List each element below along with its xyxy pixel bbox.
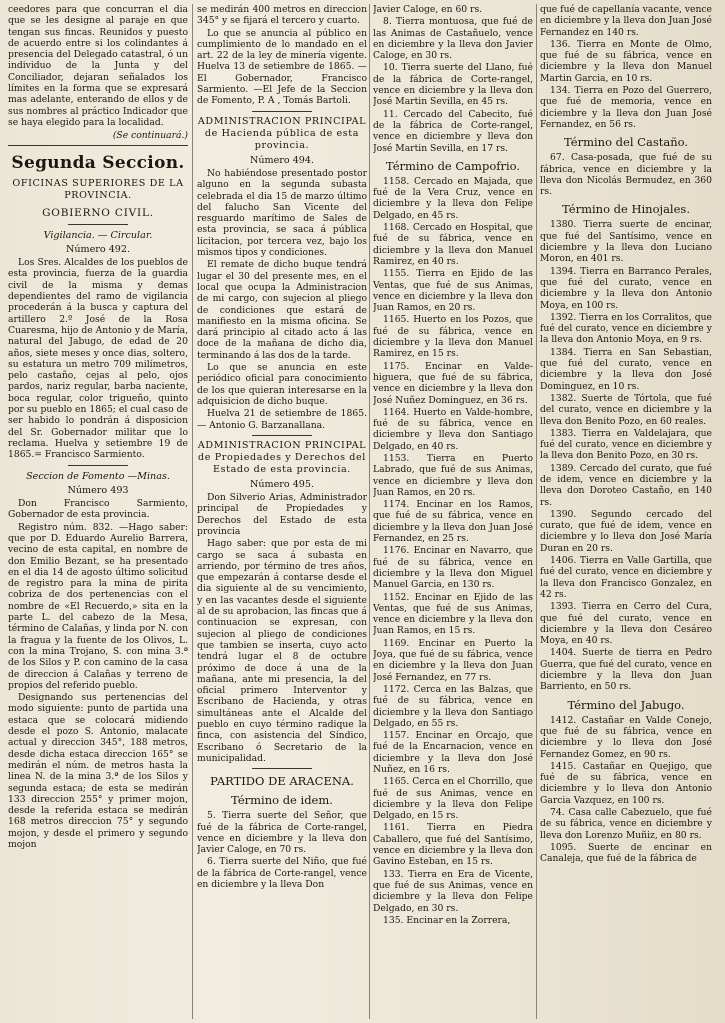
paragraph: 1415. Castañar en Quejigo, que fué de su fábrica, vence en diciembre y lo lleva don Antonio Garcia Vazquez, en 100 rs. [540, 760, 712, 806]
paragraph: Designando sus pertenencias del modo siguiente: punto de partida una estaca que se colocará midiendo desde el pozo S. Antonio, malacate actual y direccion 345°, 188 metros, desde dicha estaca direccion 165° se medirán el núm. de metros hasta la linea N. de la mina 3.ª de los Silos y segunda estaca; de esta se medirán 133 direccion 255° y primer mojon, desde la referida estaca se medirán 168 metros direccion 75° y segundo mojon, y desde el primero y segundo mojon [8, 692, 188, 850]
paragraph: 1172. Cerca en las Balzas, que fué de su fábrica, vence en diciembre y la lleva don Santiago Delgado, en 55 rs. [373, 683, 533, 729]
paragraph: 1165. Huerto en los Pozos, que fué de su fábrica, vence en diciembre y la lleva don Manuel Ramirez, en 15 rs. [373, 314, 533, 360]
paragraph: Hago saber: que por esta de mi cargo se saca á subasta en arriendo, por término de tres años, que empezarán á contarse desde el dia siguiente al de su vencimiento, y en las vacantes desde el siguiente al de su aprobacion, las fincas que á continuacion se expresan, con sujecion al pliego de condiciones que tambien se inserta, cuyo acto tendrá lugar el 8 de octubre próximo de doce á una de la mañana, ante mi presencia, la del oficial primero Interventor y Escribano de Hacienda, y otras simultáneas ante el Alcalde del pueblo en cuyo término radique la finca, con asistencia del Síndico, Escribano ó Secretario de la municipalidad. [197, 538, 367, 764]
notice-number: Número 495. [249, 478, 315, 490]
paragraph: ceedores para que concurran el dia que se les designe al paraje en que tengan sus fincas. Reunidos y puesto de acuerdo entre si los colindantes á presencia del Delegado catastral, ó un individuo de la Junta y del Conciliador, dejaran señalados los límites en la forma que se expresará mas adelante, enterando de ellos y de sus nombres al práctico Indicador que se haya elegido para la localidad. [8, 4, 188, 128]
paragraph: 1394. Tierra en Barranco Perales, que fué del curato, vence en diciembre y la lleva don Antonio Moya, en 100 rs. [540, 265, 712, 311]
divider [252, 111, 312, 112]
divider [8, 145, 188, 146]
paragraph: 1406. Tierra en Valle Gartilla, que fué del curato, vence en diciembre y la lleva don Francisco Gonzalez, en 42 rs. [540, 555, 712, 600]
heading-termino: Término de idem. [231, 793, 333, 808]
paragraph: Don Silverio Arias, Administrador principal de Propiedades y Derechos del Estado de esta provincia [197, 492, 367, 537]
paragraph: 1390. Segundo cercado del curato, que fué de idem, vence en diciembre y lo lleva don José María Duran en 20 rs. [540, 508, 712, 554]
paragraph: 136. Tierra en Monte de Olmo, que fué de su fábrica, vence en diciembre y la lleva don Manuel Martin Garcia, en 10 rs. [540, 38, 712, 84]
paragraph: 1165. Cerca en el Chorrillo, que fué de sus Animas, vence en diciembre y la lleva don Felipe Delgado, en 15 rs. [373, 776, 533, 822]
paragraph: 1404. Suerte de tierra en Pedro Guerra, que fué del curato, vence en diciembre y la lleva don Juan Barriento, en 50 rs. [540, 647, 712, 693]
heading-termino: Término del Castaño. [564, 135, 688, 150]
paragraph: 1392. Tierra en los Corralitos, que fué del curato, vence en diciembre y la lleva don Antonio Moya, en 9 rs. [540, 311, 712, 346]
paragraph: que fué de capellanía vacante, vence en diciembre y la lleva don Juan José Fernandez en 140 rs. [540, 4, 712, 38]
heading-termino: Término del Jabugo. [567, 697, 685, 712]
column-4 [540, 4, 712, 1019]
paragraph: Don Francisco Sarmiento, Gobernador de esta provincia. [8, 498, 188, 521]
paragraph: 74. Casa calle Cabezuelo, que fué de su fábrica, vence en diciembre y lleva don Lorenzo Muñiz, en 80 rs. [540, 807, 712, 841]
paragraph: Los Sres. Alcaldes de los pueblos de esta provincia, fuerza de la guardia civil de la misma y demas dependientes del ramo de vigilancia procederán á la busca y captura del artillero 2.º José de la Rosa Cuaresma, hijo de Antonio y de María, natural del Jabugo, de edad de 20 años, siete meses y once dias, soltero, su estatura un metro 709 milímetros, pelo castaño, cejas al pelo, ojos pardos, nariz regular, barba naciente, boca regular, color trigueño, quinto por su pueblo en 1865; el cual caso de ser habido lo pondrán á disposicion del Sr. Gobernador militar que lo reclama. Huelva y setiembre 19 de 1865.= Francisco Sarmiento. [8, 257, 188, 461]
paragraph: 1095. Suerte de encinar en Canaleja, que fué de la fábrica de [540, 841, 712, 865]
column-3 [373, 4, 533, 1019]
heading-termino: Término de Hinojales. [562, 202, 690, 217]
column-rule [369, 4, 370, 1019]
heading-termino: Término de Campofrio. [385, 158, 521, 173]
section-subtitle: OFICINAS SUPERIORES DE LA PROVINCIA. [12, 177, 184, 201]
notice-number: Número 493 [67, 484, 129, 496]
paragraph: 1174. Encinar en los Ramos, que fué de su fábrica, vence en diciembre y la lleva don Juan José Fernandez, en 25 rs. [373, 499, 533, 545]
notice-number: Número 492. [65, 243, 131, 255]
paragraph: 1393. Tierra en Cerro del Cura, que fué del curato, vence en diciembre y la lleva don Cesáreo Moya, en 40 rs. [540, 601, 712, 647]
paragraph: 134. Tierra en Pozo del Guerrero, que fué de memoria, vence en diciembre y la lleva don Juan José Fernandez, en 56 rs. [540, 85, 712, 130]
paragraph: Javier Caloge, en 60 rs. [373, 4, 483, 15]
paragraph: 1412. Castañar en Valde Conejo, que fué de su fábrica, vence en diciembre y lo lleva don José Fernandez Gomez, en 90 rs. [540, 714, 712, 760]
paragraph: 6. Tierra suerte del Niño, que fué de la fábrica de Corte-rangel, vence en diciembre y la lleva Don [197, 856, 367, 890]
heading-admin-hacienda: ADMINISTRACION PRINCIPAL de Hacienda pública de esta provincia. [197, 115, 367, 151]
divider [252, 768, 312, 769]
paragraph: 1157. Encinar en Orcajo, que fué de la Encarnacion, vence en diciembre y la lleva don José Nuñez, en 16 rs. [373, 730, 533, 775]
paragraph: 1152. Encinar en Ejido de las Ventas, que fué de sus Animas, vence en diciembre y la lleva don Juan Ramos, en 15 rs. [373, 591, 533, 637]
paragraph: 1169. Encinar en Puerto la Joya, que fué de su fábrica, vence en diciembre y la lleva don Juan José Fernandez, en 77 rs. [373, 637, 533, 683]
paragraph: 1175. Encinar en Valde-higuera, que fué de su fábrica, vence en diciembre y la lleva don José Nuñez Dominguez, en 36 rs. [373, 360, 533, 406]
divider [252, 435, 312, 436]
heading-vigilancia: Vigilancia. — Circular. [43, 229, 153, 241]
paragraph: No habiéndose presentado postor alguno en la segunda subasta celebrada el dia 15 de marzo último del falucho San Vicente del resguardo marítimo de Sales de esta provincia, se saca á pública licitacion, por tercera vez, bajo los mismos tipos y condiciones. [197, 167, 367, 259]
paragraph: 1176. Encinar en Navarro, que fué de su fábrica, vence en diciembre y la lleva don Miguel Manuel Garcia, en 130 rs. [373, 545, 533, 591]
paragraph: 1161. Tierra en Piedra Caballero, que fué del Santísimo, vence en diciembre y la lleva don Gavino Esteban, en 15 rs. [373, 822, 533, 868]
continued-note: (Se continuará.) [112, 130, 188, 142]
paragraph: se medirán 400 metros en direccion 345° y se fijará el tercero y cuarto. [197, 4, 367, 27]
column-2 [197, 4, 367, 1019]
divider [68, 465, 128, 466]
paragraph: 1384. Tierra en San Sebastian, que fué del curato, vence en diciembre y la lleva don José Dominguez, en 10 rs. [540, 346, 712, 392]
paragraph: 5. Tierra suerte del Señor, que fué de la fábrica de Corte-rangel, vence en diciembre y la lleva don Javier Caloge, en 70 rs. [197, 810, 367, 856]
column-rule [536, 4, 537, 1019]
heading-partido: PARTIDO DE ARACENA. [210, 774, 354, 789]
paragraph: 1164. Huerto en Valde-hombre, fué de su fábrica, vence en diciembre y lleva don Santiago Delgado, en 40 rs. [373, 406, 533, 452]
paragraph: 1380. Tierra suerte de encinar, que fué del Santísimo, vence en diciembre y la lleva don Luciano Moron, en 401 rs. [540, 219, 712, 265]
paragraph: El remate de dicho buque tendrá lugar el 30 del presente mes, en el local que ocupa la Administracion de mi cargo, con sujecion al pliego de condiciones que estará de manifiesto en la misma oficina. Se dará principio al citado acto á las doce de la mañana de dicho dia, terminando á las dos de la tarde. [197, 259, 367, 361]
paragraph: Huelva 21 de setiembre de 1865. — Antonio G. Barzanallana. [197, 408, 367, 431]
paragraph: 1155. Tierra en Ejido de las Ventas, que fué de sus Animas, vence en diciembre y la lleva don Juan Ramos, en 20 rs. [373, 268, 533, 314]
paragraph: 1383. Tierra en Valdelajara, que fué del curato, vence en diciembre y la lleva don Benito Pozo, en 30 rs. [540, 427, 712, 462]
paragraph: 1158. Cercado en Majada, que fué de la Vera Cruz, vence en diciembre y la lleva don Felipe Delgado, en 45 rs. [373, 175, 533, 221]
paragraph: 10. Tierra suerte del Llano, fué de la fábrica de Corte-rangel, vence en diciembre y la lleva don José Martin Sevilla, en 45 rs. [373, 62, 533, 108]
notice-number: Número 494. [249, 154, 315, 166]
paragraph: Registro núm. 832. —Hago saber: que por D. Eduardo Aurelio Barrera, vecino de esta capital, en nombre de don Emilio Bezant, se ha presentado en el dia 14 de agosto último solicitud de registro para la mina de pirita cobriza de dos pertenencias con el nombre de «El Recuerdo,» sita en la parte L. del cabezo de la Mesa, término de Calañas, y linda por N. con la fragua y la fuente de los Olivos, L. con la mina Trojano, S. con mina 3.ª de los Silos y P. con camino de la casa de direccion á Calañas y terreno de propios del referido pueblo. [8, 521, 188, 691]
paragraph: 1168. Cercado en Hospital, que fué de su fábrica, vence en diciembre y la lleva don Manuel Ramirez, en 40 rs. [373, 222, 533, 267]
paragraph: 1389. Cercado del curato, que fué de idem, vence en diciembre y la lleva don Doroteo Castaño, en 140 rs. [540, 462, 712, 508]
paragraph: Lo que se anuncia al público en cumplimiento de lo mandado en el art. 22 de la ley de minería vigente. Huelva 13 de setiembre de 1865. —El Gobernador, Francisco Sarmiento. —El Jefe de la Seccion de Fomento, P. A , Tomás Bartoli. [197, 27, 367, 107]
paragraph: Lo que se anuncia en este periódico oficial para conocimiento de los que quieran interesarse en la adquisicion de dicho buque. [197, 362, 367, 407]
paragraph: 1153. Tierra en Puerto Labrado, que fué de sus Animas, vence en diciembre y lleva don Juan Ramos, en 20 rs. [373, 452, 533, 498]
column-1 [8, 4, 188, 1019]
paragraph: 67. Casa-posada, que fué de su fábrica, vence en diciembre y la lleva don Nicolás Bermudez, en 360 rs. [540, 152, 712, 198]
heading-fomento: Seccion de Fomento —Minas. [26, 470, 170, 482]
section-title: Segunda Seccion. [11, 152, 185, 173]
paragraph: 135. Encinar en la Zorrera, [383, 914, 511, 926]
heading-admin-propiedades: ADMINISTRACION PRINCIPAL de Propiedades y Derechos del Estado de esta provincia. [197, 439, 367, 475]
paragraph: 8. Tierra montuosa, que fué de las Animas de Castañuelo, vence en diciembre y la lleva don Javier Caloge, en 30 rs. [373, 16, 533, 62]
paragraph: 1382. Suerte de Tórtola, que fué del curato, vence en diciembre y la lleva don Benito Pozo, en 60 reales. [540, 392, 712, 427]
paragraph: 133. Tierra en Era de Vicente, que fué de sus Animas, vence en diciembre y la lleva don Felipe Delgado, en 30 rs. [373, 868, 533, 914]
column-rule [192, 4, 193, 1019]
paragraph: 11. Cercado del Cabecito, fué de la fábrica de Corte-rangel, vence en diciembre y lleva don José Martin Sevilla, en 17 rs. [373, 108, 533, 154]
heading-gobierno: GOBIERNO CIVIL. [42, 206, 154, 219]
divider [68, 224, 128, 225]
